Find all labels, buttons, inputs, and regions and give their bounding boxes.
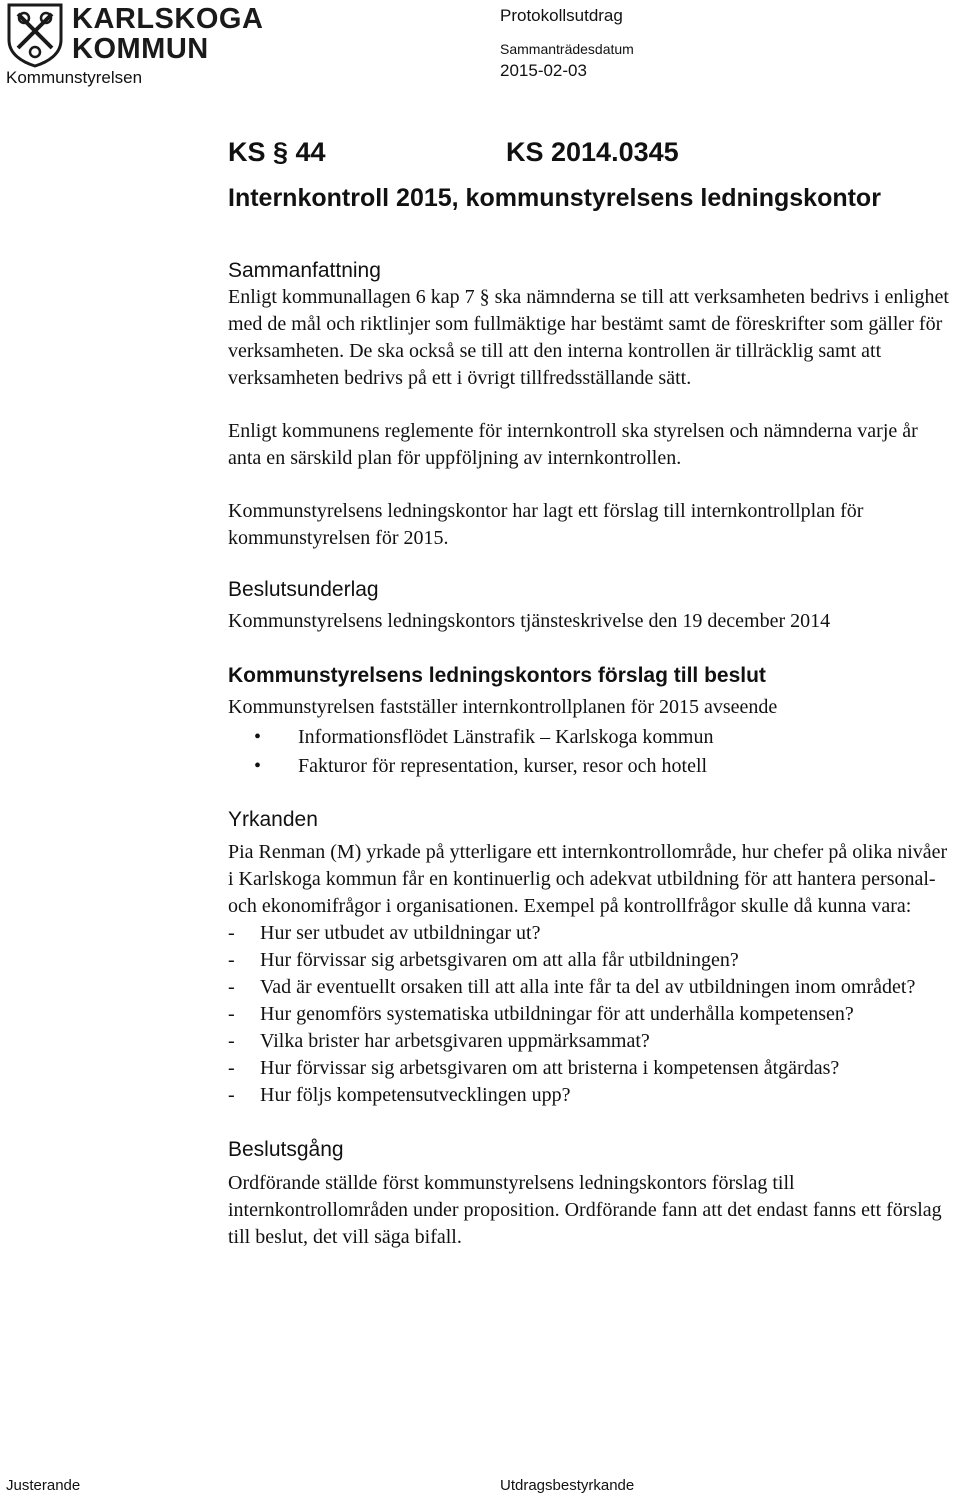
footer-justerande: Justerande — [6, 1477, 81, 1494]
list-item: - Hur förvissar sig arbetsgivaren om att bristerna i kompetensen åtgärdas? — [228, 1057, 840, 1079]
logo-line-2: KOMMUN — [72, 33, 209, 65]
yrkanden-text: Pia Renman (M) yrkade på ytterligare ett internkontrollområde, hur chefer på olika nivåer i Karlskoga kommun får en kontinuerlig och adekvat utbildning för att hantera personal- och ekonomifrågor i organisationen. Exempel på kontrollfrågor skulle då kunna vara: — [228, 841, 948, 917]
heading-sammanfattning: Sammanfattning — [228, 259, 381, 282]
document-type: Protokollsutdrag — [500, 6, 623, 25]
case-number: KS 2014.0345 — [506, 137, 679, 167]
heading-beslutsunderlag: Beslutsunderlag — [228, 578, 379, 601]
summary-paragraph-1: Enligt kommunallagen 6 kap 7 § ska nämnderna se till att verksamheten bedrivs i enlighet med de mål och riktlinjer som fullmäktige har bestämt samt de föreskrifter som gäller för verksamheten. De ska också se till att den interna kontrollen är tillräcklig samt att verksamheten bedrivs på ett i övrigt tillfredsställande sätt. — [228, 286, 949, 389]
bullet-icon: • — [254, 755, 262, 777]
logo-line-1: KARLSKOGA — [72, 3, 264, 35]
heading-beslutsgang: Beslutsgång — [228, 1138, 344, 1161]
list-item: • Informationsflödet Länstrafik – Karlskoga kommun — [228, 723, 954, 752]
coat-of-arms-icon — [6, 2, 64, 68]
meeting-date: 2015-02-03 — [500, 61, 587, 80]
protocol-body — [228, 137, 954, 1251]
beslutsunderlag-text: Kommunstyrelsens ledningskontors tjänsteskrivelse den 19 december 2014 — [228, 610, 831, 632]
case-title: Internkontroll 2015, kommunstyrelsens ledningskontor — [228, 184, 881, 212]
footer-utdragsbestyrkande: Utdragsbestyrkande — [500, 1477, 635, 1494]
heading-forslag: Kommunstyrelsens ledningskontors förslag till beslut — [228, 664, 766, 687]
question-list — [228, 920, 954, 1109]
case-reference — [228, 137, 954, 173]
list-item: • Fakturor för representation, kurser, resor och hotell — [228, 752, 954, 781]
list-item: - Hur följs kompetensutvecklingen upp? — [228, 1084, 571, 1106]
heading-yrkanden: Yrkanden — [228, 808, 318, 831]
department-name: Kommunstyrelsen — [6, 68, 143, 87]
forslag-list — [228, 723, 954, 781]
summary-paragraph-3: Kommunstyrelsens ledningskontor har lagt ett förslag till internkontrollplan för kommunstyrelsen för 2015. — [228, 500, 864, 549]
list-item: - Vilka brister har arbetsgivaren uppmärksammat? — [228, 1030, 650, 1052]
paragraph-number: KS § 44 — [228, 137, 326, 167]
beslutsgang-text: Ordförande ställde först kommunstyrelsens ledningskontors förslag till internkontrollområden under proposition. Ordförande fann att det endast fanns ett förslag till beslut, det vill säga bifall. — [228, 1172, 942, 1248]
meeting-date-label: Sammanträdesdatum — [500, 41, 634, 57]
list-item: - Hur ser utbudet av utbildningar ut? — [228, 922, 541, 944]
bullet-icon: • — [254, 726, 262, 748]
logo — [6, 2, 264, 68]
header-meta — [500, 6, 634, 81]
forslag-intro: Kommunstyrelsen fastställer internkontrollplanen för 2015 avseende — [228, 696, 778, 718]
list-item: - Vad är eventuellt orsaken till att alla inte får ta del av utbildningen inom området? — [228, 976, 916, 998]
list-item: - Hur förvissar sig arbetsgivaren om att alla får utbildningen? — [228, 949, 739, 971]
list-item: - Hur genomförs systematiska utbildningar för att underhålla kompetensen? — [228, 1003, 854, 1025]
summary-paragraph-2: Enligt kommunens reglemente för internkontroll ska styrelsen och nämnderna varje år anta en särskild plan för uppföljning av internkontrollen. — [228, 420, 918, 469]
